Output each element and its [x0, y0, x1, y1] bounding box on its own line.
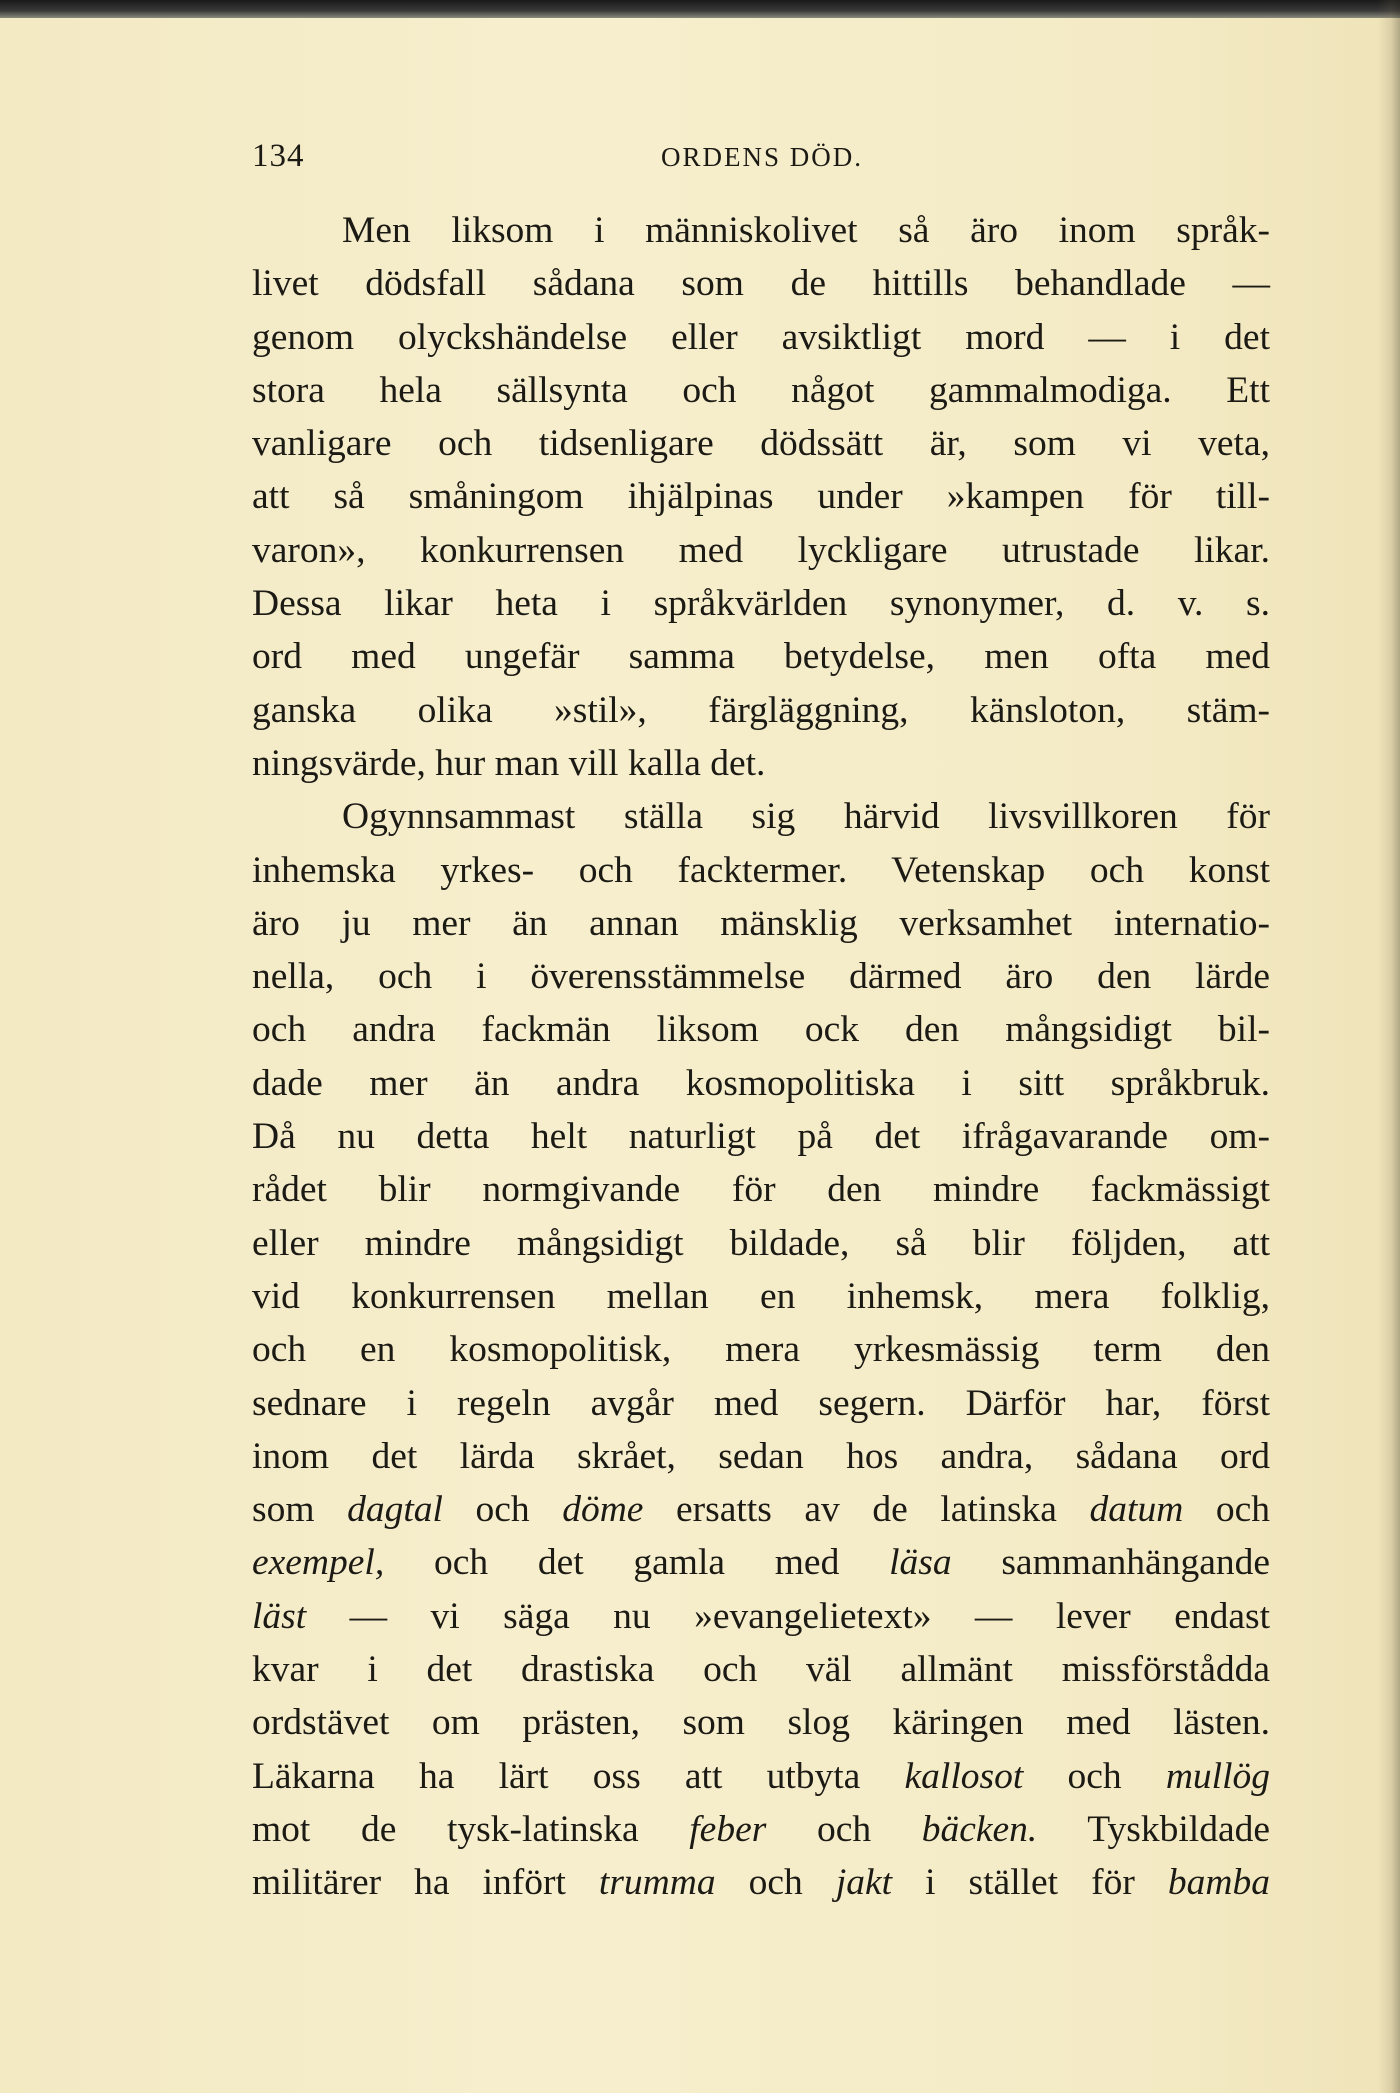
text-run: som [252, 1489, 348, 1531]
text-line: Då nu detta helt naturligt på det ifrågavarande om- [252, 1116, 1270, 1158]
text-line: att så småningom ihjälpinas under »kampen för till- [252, 476, 1270, 518]
text-line: vanligare och tidsenligare dödssätt är, som vi veta, [252, 423, 1270, 465]
text-line: äro ju mer än annan mänsklig verksamhet internatio- [252, 902, 1270, 944]
text-run: militärer ha infört [252, 1862, 599, 1904]
text-run: mot de tysk-latinska [252, 1808, 690, 1850]
text-line: och en kosmopolitisk, mera yrkesmässig term den [252, 1329, 1270, 1371]
text-line: eller mindre mångsidigt bildade, så blir följden, att [252, 1222, 1270, 1264]
text-line: Ogynnsammast ställa sig härvid livsvillkoren för [342, 796, 1270, 838]
running-title: ORDENS DÖD. [660, 142, 863, 172]
text-line: inhemska yrkes- och facktermer. Vetenskap och konst [252, 849, 1270, 891]
text-line [252, 1590, 1270, 1643]
italic-word: döme [562, 1489, 644, 1531]
text-run: ersatts av de latinska [643, 1489, 1090, 1531]
italic-word: bäcken. [921, 1808, 1038, 1850]
text-run: och [715, 1862, 836, 1904]
text-run: Tyskbildade [1037, 1808, 1270, 1850]
text-run: sammanhängande [951, 1542, 1270, 1584]
text-line: ningsvärde, hur man vill kalla det. [252, 742, 766, 784]
italic-word: exempel, [252, 1542, 385, 1584]
text-line: ordstävet om prästen, som slog käringen med lästen. [252, 1702, 1270, 1744]
text-run: och [1183, 1489, 1270, 1531]
text-line [252, 1750, 1270, 1803]
italic-word: bamba [1167, 1862, 1270, 1904]
text-line: kvar i det drastiska och väl allmänt missförståddа [252, 1649, 1270, 1691]
text-line [252, 1856, 1270, 1909]
text-line: vid konkurrensen mellan en inhemsk, mera folklig, [252, 1275, 1270, 1317]
page-header [252, 138, 1272, 188]
page-number: 134 [252, 138, 305, 174]
text-run: och [766, 1808, 922, 1850]
italic-word: mullög [1165, 1755, 1270, 1797]
text-line [252, 1803, 1270, 1856]
text-run: och [1023, 1755, 1166, 1797]
text-line: genom olyckshändelse eller avsiktligt mord — i det [252, 316, 1270, 358]
italic-word: läst [252, 1595, 307, 1637]
italic-word: jakt [835, 1862, 893, 1904]
text-line: Dessa likar heta i språkvärlden synonymer, d. v. s. [252, 583, 1270, 625]
text-line: dade mer än andra kosmopolitiska i sitt språkbruk. [252, 1062, 1270, 1104]
text-line: sednare i regeln avgår med segern. Därför har, först [252, 1382, 1270, 1424]
text-run: — vi säga nu »evangelietext» — lever endast [306, 1595, 1270, 1637]
text-line: inom det lärda skrået, sedan hos andra, sådana ord [252, 1435, 1270, 1477]
text-run: Läkarna ha lärt oss att utbyta [252, 1755, 905, 1797]
italic-word: läsa [889, 1542, 952, 1584]
scan-top-border [0, 0, 1400, 18]
body-text [252, 204, 1270, 1910]
text-line: varon», konkurrensen med lyckligare utrustade likar. [252, 529, 1270, 571]
text-run: och [442, 1489, 563, 1531]
italic-word: kallosot [904, 1755, 1024, 1797]
text-line [252, 1536, 1270, 1589]
page-edge-shadow [1378, 0, 1400, 2093]
text-line: livet dödsfall sådana som de hittills behandlade — [252, 263, 1270, 305]
text-line: ord med ungefär samma betydelse, men ofta med [252, 636, 1270, 678]
text-line: Men liksom i människolivet så äro inom språk- [342, 210, 1270, 251]
text-run: i stället för [892, 1862, 1168, 1904]
italic-word: datum [1089, 1489, 1184, 1531]
text-line: ganska olika »stil», färgläggning, känsloton, stäm- [252, 689, 1270, 731]
text-line: och andra fackmän liksom ock den mångsidigt bil- [252, 1009, 1270, 1051]
text-line [252, 1483, 1270, 1536]
text-line: rådet blir normgivande för den mindre fackmässigt [252, 1169, 1270, 1211]
italic-word: trumma [598, 1862, 716, 1904]
italic-word: feber [689, 1808, 767, 1850]
text-line: stora hela sällsynta och något gammalmodiga. Ett [252, 369, 1270, 411]
italic-word: dagtal [347, 1489, 443, 1531]
text-run: och det gamla med [384, 1542, 890, 1584]
text-line: nella, och i överensstämmelse därmed äro den lärde [252, 956, 1270, 998]
